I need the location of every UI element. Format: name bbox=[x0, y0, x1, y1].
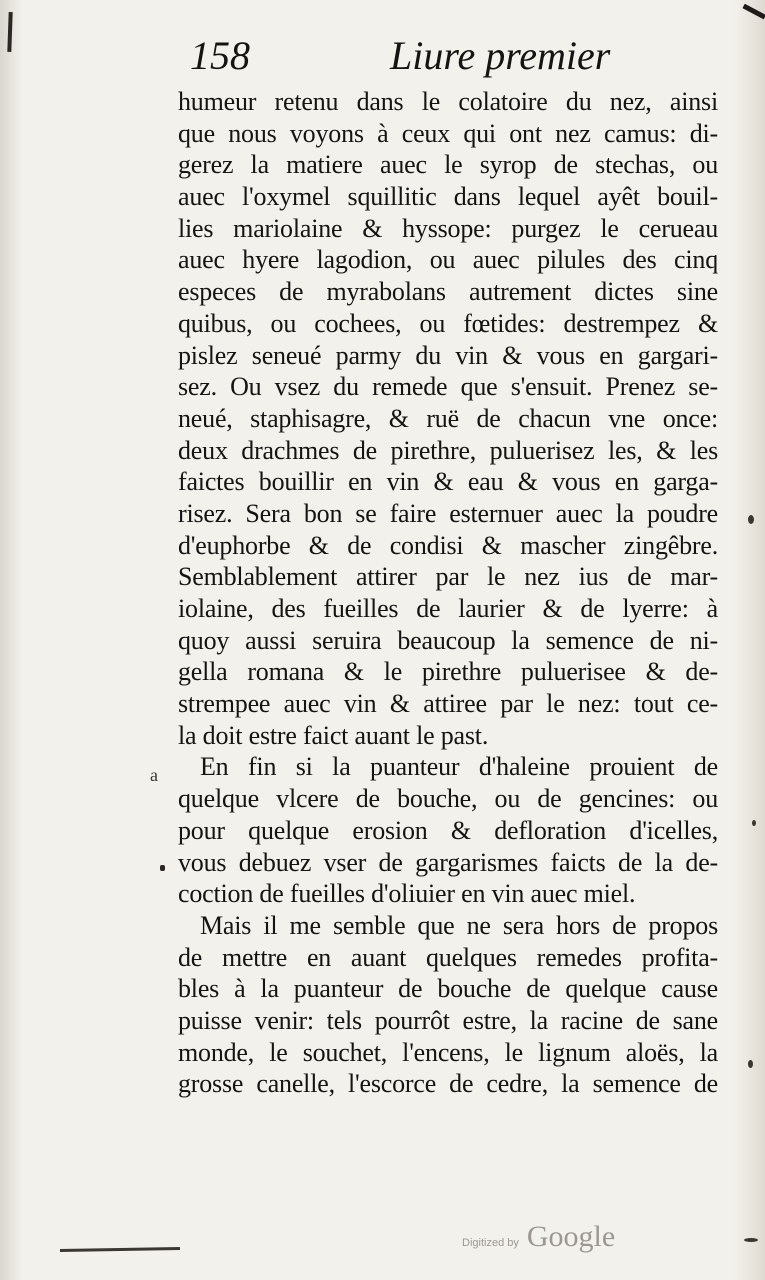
text-line: gella romana & le pirethre puluerisee & de- bbox=[178, 657, 718, 687]
text-line: pour quelque erosion & defloration d'icelles, bbox=[178, 815, 718, 845]
text-line: de mettre en auant quelques remedes profita- bbox=[178, 942, 718, 972]
ink-speck bbox=[748, 1060, 753, 1068]
page-number: 158 bbox=[190, 33, 250, 78]
text-line: que nous voyons à ceux qui ont nez camus: di- bbox=[178, 118, 718, 148]
text-line: monde, le souchet, l'encens, le lignum aloës, la bbox=[178, 1037, 718, 1067]
text-line: quelque vlcere de bouche, ou de gencines: ou bbox=[178, 784, 718, 814]
body-text bbox=[178, 86, 718, 1100]
text-line: gerez la matiere auec le syrop de stechas, ou bbox=[178, 150, 718, 180]
text-line: iolaine, des fueilles de laurier & de lyerre: à bbox=[178, 594, 718, 623]
text-line: auec hyere lagodion, ou auec pilules des cinq bbox=[178, 245, 718, 275]
paragraph-mark: a bbox=[150, 765, 158, 785]
text-line: bles à la puanteur de bouche de quelque cause bbox=[178, 974, 718, 1004]
text-line: humeur retenu dans le colatoire du nez, ainsi bbox=[178, 87, 718, 116]
text-line: quibus, ou cochees, ou fœtides: destrempez & bbox=[178, 308, 718, 338]
watermark-prefix: Digitized by bbox=[462, 1237, 519, 1249]
text-line: En fin si la puanteur d'haleine prouient de bbox=[200, 752, 718, 782]
page-header bbox=[190, 30, 611, 90]
text-line: puisse venir: tels pourrôt estre, la racine de sane bbox=[178, 1005, 718, 1035]
text-line: deux drachmes de pirethre, puluerisez les, & les bbox=[178, 435, 718, 465]
digitization-watermark bbox=[462, 1220, 615, 1254]
running-title: Liure premier bbox=[390, 33, 611, 78]
text-line: quoy aussi seruira beaucoup la semence de ni- bbox=[178, 625, 718, 655]
bottom-ink-rule bbox=[60, 1247, 180, 1252]
ink-speck bbox=[752, 820, 756, 826]
watermark-brand: Google bbox=[526, 1220, 616, 1253]
text-line: risez. Sera bon se faire esternuer auec la poudre bbox=[178, 498, 718, 528]
text-line: d'euphorbe & de condisi & mascher zingêbre. bbox=[178, 530, 718, 560]
text-line: la doit estre faict auant le past. bbox=[178, 720, 489, 750]
margin-dot bbox=[160, 865, 165, 871]
text-line: neué, staphisagre, & ruë de chacun vne once: bbox=[178, 403, 718, 433]
text-line: Semblablement attirer par le nez ius de mar- bbox=[178, 562, 718, 592]
text-line: grosse canelle, l'escorce de cedre, la semence de bbox=[178, 1069, 718, 1099]
text-line: auec l'oxymel squillitic dans lequel ayêt bouil- bbox=[178, 182, 718, 212]
page-edge-shadow-left bbox=[0, 0, 22, 1280]
text-line: vous debuez vser de gargarismes faicts de la de- bbox=[178, 847, 718, 877]
text-line: strempee auec vin & attiree par le nez: tout ce- bbox=[178, 689, 718, 719]
ink-speck bbox=[748, 515, 754, 524]
text-line: faictes bouillir en vin & eau & vous en garga- bbox=[178, 467, 718, 497]
page-edge-shadow-right bbox=[735, 0, 765, 1280]
text-line: lies mariolaine & hyssope: purgez le cerueau bbox=[178, 213, 718, 243]
text-line: pislez seneué parmy du vin & vous en gargari- bbox=[178, 340, 718, 370]
ink-speck bbox=[744, 1238, 758, 1242]
text-line: especes de myrabolans autrement dictes sine bbox=[178, 277, 718, 307]
text-line: coction de fueilles d'oliuier en vin auec miel. bbox=[178, 879, 636, 909]
text-line: sez. Ou vsez du remede que s'ensuit. Prenez se- bbox=[178, 372, 718, 402]
text-line: Mais il me semble que ne sera hors de propos bbox=[200, 910, 718, 940]
